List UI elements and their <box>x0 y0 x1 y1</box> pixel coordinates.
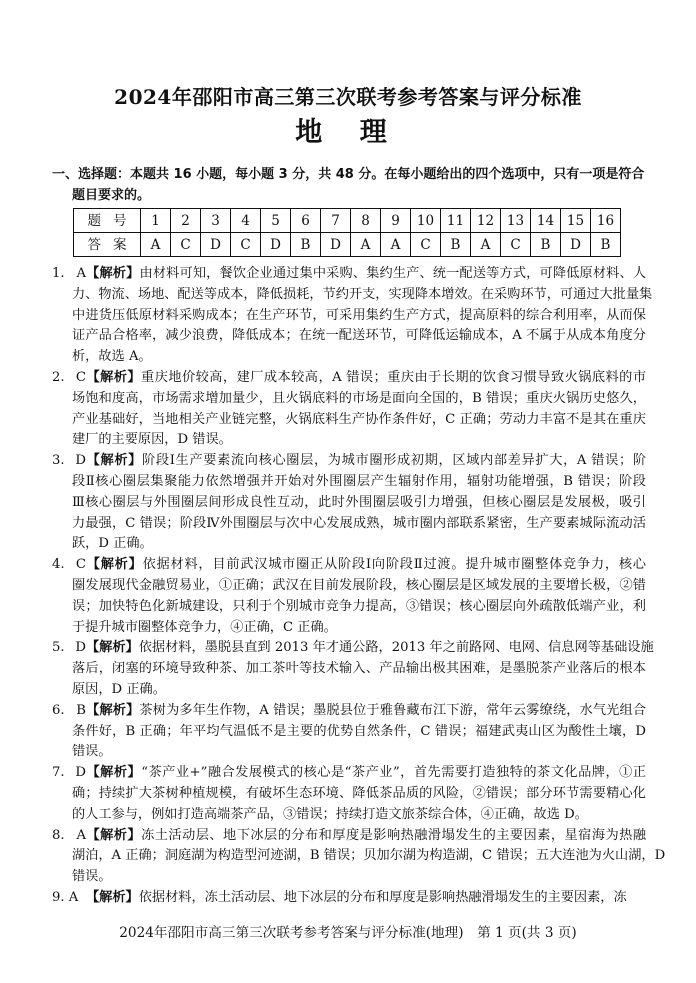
answer-cell: A <box>381 233 411 257</box>
explanation-line: 误；加快特色化新城建设，只利于个别城市竞争力提高，③错误；核心圈层向外疏散低端产业，利 <box>72 598 646 614</box>
question-number-cell: 2 <box>171 209 201 233</box>
question-answer: 2. C <box>52 369 86 385</box>
question-number-cell: 5 <box>261 209 291 233</box>
explanation-item <box>52 888 646 909</box>
explanation-item <box>52 638 654 700</box>
explanation-line: 错误。 <box>72 744 112 760</box>
explanation-line: 析，故选 A。 <box>72 349 152 365</box>
question-number-cell: 7 <box>321 209 351 233</box>
analysis-label: 【解析】 <box>86 369 142 385</box>
answer-cell: A <box>141 233 171 257</box>
answer-cell: B <box>291 233 321 257</box>
question-number-cell: 12 <box>471 209 501 233</box>
explanation-line <box>52 701 646 722</box>
analysis-label: 【解析】 <box>86 702 140 718</box>
explanation-line: Ⅲ核心圈层与外围圈层间形成良性互动，此时外围圈层吸引力增强，但核心圈层是发展极，吸引 <box>72 494 646 510</box>
explanation-line: 跃，D 正确。 <box>72 536 153 552</box>
question-answer: 3. D <box>52 453 86 469</box>
explanations <box>52 264 666 909</box>
explanation-line: 力最强，C 错误；阶段Ⅳ外围圈层与次中心发展成熟，城市圈内部联系紧密，生产要素城际流动活 <box>72 515 646 531</box>
explanation-text: 重庆地价较高，建厂成本较高，A 错误；重庆由于长期的饮食习惯导致火锅底料的市 <box>141 369 646 385</box>
section-heading-line: 题目要求的。 <box>72 188 151 203</box>
explanation-line: 中进货压低原材料采购成本；在生产环节，可采用集约生产方式，提高原料的综合利用率，从而保 <box>72 307 646 323</box>
explanation-text: “茶产业+”融合发展模式的核心是“茶产业”，首先需要打造独特的茶文化品牌，①正 <box>141 765 646 781</box>
question-number-cell: 13 <box>501 209 531 233</box>
page-footer: 2024年邵阳市高三第三次联考参考答案与评分标准(地理) 第 1 页(共 3 页) <box>119 925 577 941</box>
row-label: 题号 <box>74 209 141 233</box>
question-answer: 4. C <box>52 557 86 573</box>
explanation-text: 依据材料，目前武汉城市圈正从阶段Ⅰ向阶段Ⅱ过渡。提升城市圈整体竞争力，核心 <box>142 557 646 573</box>
question-answer: 1. A <box>52 266 86 281</box>
explanation-line: 错误。 <box>72 869 112 885</box>
question-answer: 5. D <box>52 640 86 656</box>
answer-cell: B <box>441 233 471 257</box>
question-number-cell: 16 <box>591 209 621 233</box>
analysis-label: 【解析】 <box>86 889 139 905</box>
question-answer: 9. A <box>52 889 79 905</box>
explanation-line: 湖泊，A 正确；洞庭湖为构造型河迹湖，B 错误；贝加尔湖为构造湖，C 错误；五大连池为火山湖，D <box>72 848 666 864</box>
explanation-line <box>52 826 646 847</box>
question-number-cell: 14 <box>531 209 561 233</box>
explanation-line: 建厂的主要原因，D 错误。 <box>72 432 232 448</box>
analysis-label: 【解析】 <box>86 557 143 573</box>
answer-cell: D <box>561 233 591 257</box>
question-number-cell: 15 <box>561 209 591 233</box>
row-label: 答案 <box>74 233 141 257</box>
explanation-line: 确；持续扩大茶树种植规模，有破坏生态环境、降低茶品质的风险，②错误；部分环节需要精心化 <box>72 785 646 801</box>
question-number-cell: 1 <box>141 209 171 233</box>
explanation-line: 圈发展现代金融贸易业，①正确；武汉在目前发展阶段，核心圈层是区域发展的主要增长极，②错 <box>72 577 646 593</box>
analysis-label: 【解析】 <box>86 266 140 281</box>
section-heading-line: 一、选择题：本题共 16 小题，每小题 3 分，共 48 分。在每小题给出的四个选项中，只有一项是符合 <box>52 167 645 182</box>
answer-cell: D <box>321 233 351 257</box>
document-title: 2024年邵阳市高三第三次联考参考答案与评分标准 <box>114 85 582 109</box>
answer-cell: B <box>531 233 561 257</box>
answer-cell: C <box>171 233 201 257</box>
explanation-text: 茶树为多年生作物，A 错误；墨脱县位于雅鲁藏布江下游，常年云雾缭绕，水气光组合 <box>139 702 646 718</box>
question-number-cell: 11 <box>441 209 471 233</box>
explanation-line: 场饱和度高，市场需求增加量少，且火锅底料的市场是面向全国的，B 错误；重庆火锅历史悠久， <box>72 390 646 406</box>
analysis-label: 【解析】 <box>86 640 139 656</box>
question-number-cell: 10 <box>411 209 441 233</box>
explanation-line: 力、物流、场地、配送等成本，降低损耗，节约开支，实现降本增效。在采购环节，可通过大批量集 <box>72 286 653 302</box>
explanation-line <box>52 555 646 576</box>
explanation-text: 冻土活动层、地下冰层的分布和厚度是影响热融滑塌发生的主要因素，星宿海为热融 <box>141 827 647 843</box>
answer-cell: A <box>351 233 381 257</box>
question-number-cell: 3 <box>201 209 231 233</box>
answer-cell: C <box>231 233 261 257</box>
explanation-line <box>52 888 646 909</box>
question-answer: 8. A <box>52 827 86 843</box>
explanation-line: 证产品合格率，减少浪费，降低成本；在统一配送环节，可降低运输成本，A 不属于从成本角度分 <box>72 328 646 344</box>
explanation-line: 的人工参与，例如打造高端茶产品，③错误；持续打造文旅茶综合体，④正确，故选 D。 <box>72 806 588 822</box>
question-number-cell: 9 <box>381 209 411 233</box>
explanation-line: 段Ⅱ核心圈层集聚能力依然增强并开始对外围圈层产生辐射作用，辐射功能增强，B 错误；阶段 <box>72 473 646 489</box>
explanation-line: 产业基础好，当地相关产业链完整，火锅底料生产协作条件好，C 正确；劳动力丰富不是其在重庆 <box>72 411 646 427</box>
explanation-line: 于提升城市圈整体竞争力，④正确，C 正确。 <box>72 619 337 635</box>
explanation-text: 由材料可知，餐饮企业通过集中采购、集约生产、统一配送等方式，可降低原材料、人 <box>139 266 647 281</box>
explanation-line <box>52 264 646 285</box>
analysis-label: 【解析】 <box>86 827 142 843</box>
question-number-cell: 4 <box>231 209 261 233</box>
answer-cell: D <box>261 233 291 257</box>
explanation-line <box>52 451 646 472</box>
answer-row <box>74 233 621 257</box>
answer-table <box>73 208 621 257</box>
question-number-row <box>74 209 621 233</box>
explanation-text: 依据材料，冻土活动层、地下冰层的分布和厚度是影响热融滑塌发生的主要因素，冻 <box>138 889 627 905</box>
explanation-line: 条件好，B 正确；年平均气温低不是主要的优势自然条件，C 错误；福建武夷山区为酸性土壤，D <box>72 723 646 739</box>
section-heading <box>52 164 644 206</box>
explanation-line <box>52 638 654 659</box>
explanation-text: 依据材料，墨脱县直到 2013 年才通公路，2013 年之前路网、电网、信息网等基础设施 <box>138 640 654 656</box>
answer-cell: A <box>471 233 501 257</box>
question-number-cell: 6 <box>291 209 321 233</box>
answer-cell: C <box>501 233 531 257</box>
explanation-item <box>52 555 646 638</box>
explanation-item <box>52 826 666 888</box>
explanation-item <box>52 368 646 451</box>
answer-cell: B <box>591 233 621 257</box>
explanation-line: 落后，闭塞的环境导致种茶、加工茶叶等技术输入、产品输出极其困难，是墨脱茶产业落后的根本 <box>72 661 646 677</box>
question-answer: 7. D <box>52 765 86 781</box>
answer-cell: D <box>201 233 231 257</box>
explanation-item <box>52 451 646 555</box>
question-answer: 6. B <box>52 702 86 718</box>
explanation-line: 原因，D 正确。 <box>72 681 166 697</box>
analysis-label: 【解析】 <box>86 453 143 469</box>
explanation-item <box>52 264 653 368</box>
explanation-text: 阶段Ⅰ生产要素流向核心圈层，为城市圈形成初期，区域内部差异扩大，A 错误；阶 <box>142 453 647 469</box>
subject-title: 地 理 <box>295 117 401 148</box>
question-number-cell: 8 <box>351 209 381 233</box>
explanation-line <box>52 368 646 389</box>
explanation-item <box>52 763 646 825</box>
answer-cell: C <box>411 233 441 257</box>
explanation-line <box>52 763 646 784</box>
explanation-item <box>52 701 646 763</box>
analysis-label: 【解析】 <box>86 765 142 781</box>
